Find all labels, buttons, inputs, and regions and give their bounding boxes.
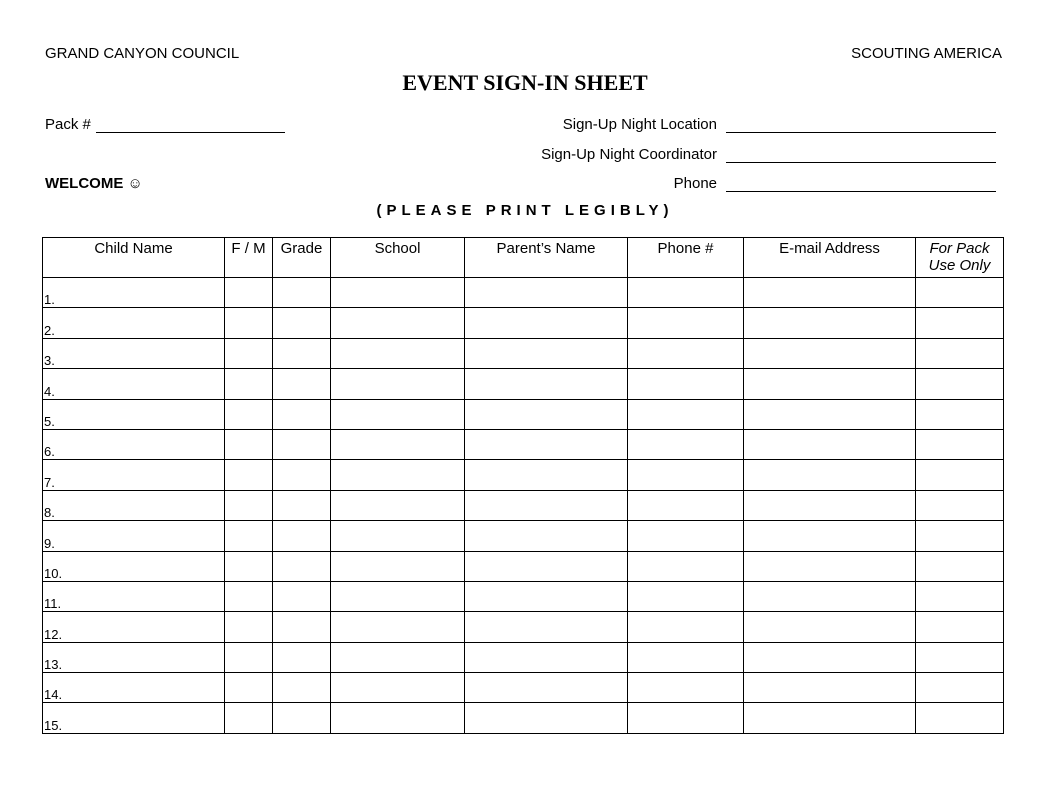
sign-in-table: [42, 237, 1004, 734]
table-row: [43, 521, 1004, 551]
entry-cell[interactable]: [331, 521, 465, 551]
entry-cell[interactable]: [273, 338, 331, 368]
entry-cell[interactable]: [331, 338, 465, 368]
table-row: [43, 460, 1004, 490]
entry-cell[interactable]: [628, 551, 744, 581]
entry-cell[interactable]: [628, 338, 744, 368]
entry-cell[interactable]: [628, 278, 744, 308]
council-name: GRAND CANYON COUNCIL: [45, 45, 240, 62]
entry-cell[interactable]: [628, 581, 744, 611]
entry-cell[interactable]: [465, 521, 628, 551]
entry-cell[interactable]: [273, 703, 331, 733]
entry-cell[interactable]: [331, 369, 465, 399]
entry-cell[interactable]: [465, 490, 628, 520]
row-number-cell[interactable]: 6.: [43, 429, 225, 459]
entry-cell[interactable]: [465, 703, 628, 733]
column-header: E-mail Address: [744, 238, 916, 278]
row-number-cell[interactable]: 5.: [43, 399, 225, 429]
entry-cell[interactable]: [273, 581, 331, 611]
entry-cell[interactable]: [628, 399, 744, 429]
entry-cell[interactable]: [916, 521, 1004, 551]
entry-cell[interactable]: [465, 308, 628, 338]
table-row: [43, 278, 1004, 308]
row-number-cell[interactable]: 10.: [43, 551, 225, 581]
column-header: F / M: [225, 238, 273, 278]
entry-cell[interactable]: [628, 490, 744, 520]
entry-cell[interactable]: [273, 460, 331, 490]
row-number-cell[interactable]: 11.: [43, 581, 225, 611]
entry-cell[interactable]: [916, 581, 1004, 611]
entry-cell[interactable]: [744, 399, 916, 429]
column-header: Parent’s Name: [465, 238, 628, 278]
entry-cell[interactable]: [225, 490, 273, 520]
table-row: [43, 673, 1004, 703]
entry-cell[interactable]: [916, 399, 1004, 429]
row-number-cell[interactable]: 2.: [43, 308, 225, 338]
column-header: Phone #: [628, 238, 744, 278]
entry-cell[interactable]: [465, 642, 628, 672]
entry-cell[interactable]: [273, 429, 331, 459]
entry-cell[interactable]: [916, 703, 1004, 733]
entry-cell[interactable]: [331, 308, 465, 338]
entry-cell[interactable]: [273, 673, 331, 703]
entry-cell[interactable]: [225, 369, 273, 399]
entry-cell[interactable]: [628, 612, 744, 642]
table-row: [43, 429, 1004, 459]
row-number-cell[interactable]: 8.: [43, 490, 225, 520]
entry-cell[interactable]: [225, 460, 273, 490]
entry-cell[interactable]: [744, 642, 916, 672]
entry-cell[interactable]: [744, 490, 916, 520]
entry-cell[interactable]: [273, 399, 331, 429]
entry-cell[interactable]: [916, 490, 1004, 520]
entry-cell[interactable]: [465, 338, 628, 368]
location-field[interactable]: [726, 132, 996, 133]
location-label: Sign-Up Night Location: [562, 116, 717, 133]
table-row: [43, 308, 1004, 338]
entry-cell[interactable]: [465, 429, 628, 459]
entry-cell[interactable]: [331, 429, 465, 459]
entry-cell[interactable]: [331, 460, 465, 490]
entry-cell[interactable]: [225, 673, 273, 703]
table-row: [43, 642, 1004, 672]
entry-cell[interactable]: [331, 581, 465, 611]
entry-cell[interactable]: [273, 642, 331, 672]
entry-cell[interactable]: [916, 642, 1004, 672]
entry-cell[interactable]: [744, 521, 916, 551]
column-header: Child Name: [43, 238, 225, 278]
entry-cell[interactable]: [331, 612, 465, 642]
entry-cell[interactable]: [744, 278, 916, 308]
entry-cell[interactable]: [225, 612, 273, 642]
entry-cell[interactable]: [744, 369, 916, 399]
entry-cell[interactable]: [331, 673, 465, 703]
table-row: [43, 490, 1004, 520]
entry-cell[interactable]: [331, 703, 465, 733]
entry-cell[interactable]: [331, 490, 465, 520]
entry-cell[interactable]: [273, 369, 331, 399]
entry-cell[interactable]: [273, 490, 331, 520]
entry-cell[interactable]: [628, 703, 744, 733]
table-row: [43, 551, 1004, 581]
entry-cell[interactable]: [628, 308, 744, 338]
row-number-cell[interactable]: 14.: [43, 673, 225, 703]
pack-field[interactable]: [96, 132, 285, 133]
row-number-cell[interactable]: 13.: [43, 642, 225, 672]
entry-cell[interactable]: [744, 338, 916, 368]
entry-cell[interactable]: [225, 521, 273, 551]
table-row: [43, 399, 1004, 429]
row-number-cell[interactable]: 12.: [43, 612, 225, 642]
entry-cell[interactable]: [744, 612, 916, 642]
entry-cell[interactable]: [331, 399, 465, 429]
entry-cell[interactable]: [916, 612, 1004, 642]
phone-label: Phone: [673, 175, 717, 192]
table-row: [43, 612, 1004, 642]
entry-cell[interactable]: [225, 581, 273, 611]
entry-cell[interactable]: [916, 308, 1004, 338]
phone-field[interactable]: [726, 191, 996, 192]
entry-cell[interactable]: [744, 308, 916, 338]
table-row: [43, 369, 1004, 399]
entry-cell[interactable]: [744, 703, 916, 733]
entry-cell[interactable]: [273, 551, 331, 581]
entry-cell[interactable]: [744, 673, 916, 703]
entry-cell[interactable]: [628, 521, 744, 551]
entry-cell[interactable]: [465, 399, 628, 429]
entry-cell[interactable]: [465, 369, 628, 399]
entry-cell[interactable]: [916, 429, 1004, 459]
entry-cell[interactable]: [628, 369, 744, 399]
column-header: For Pack Use Only: [916, 238, 1004, 278]
entry-cell[interactable]: [225, 429, 273, 459]
entry-cell[interactable]: [916, 551, 1004, 581]
entry-cell[interactable]: [744, 581, 916, 611]
entry-cell[interactable]: [225, 642, 273, 672]
entry-cell[interactable]: [628, 429, 744, 459]
entry-cell[interactable]: [225, 338, 273, 368]
entry-cell[interactable]: [628, 642, 744, 672]
entry-cell[interactable]: [465, 551, 628, 581]
entry-cell[interactable]: [331, 551, 465, 581]
row-number-cell[interactable]: 4.: [43, 369, 225, 399]
entry-cell[interactable]: [225, 703, 273, 733]
column-header: Grade: [273, 238, 331, 278]
entry-cell[interactable]: [916, 369, 1004, 399]
entry-cell[interactable]: [273, 612, 331, 642]
entry-cell[interactable]: [465, 581, 628, 611]
row-number-cell[interactable]: 15.: [43, 703, 225, 733]
pack-label: Pack #: [45, 116, 91, 133]
entry-cell[interactable]: [225, 278, 273, 308]
entry-cell[interactable]: [916, 673, 1004, 703]
entry-cell[interactable]: [465, 278, 628, 308]
print-instruction: (PLEASE PRINT LEGIBLY): [376, 202, 674, 219]
entry-cell[interactable]: [628, 460, 744, 490]
entry-cell[interactable]: [273, 278, 331, 308]
entry-cell[interactable]: [916, 460, 1004, 490]
entry-cell[interactable]: [465, 673, 628, 703]
entry-cell[interactable]: [225, 551, 273, 581]
row-number-cell[interactable]: 1.: [43, 278, 225, 308]
table-row: [43, 703, 1004, 733]
table-row: [43, 581, 1004, 611]
entry-cell[interactable]: [744, 429, 916, 459]
entry-cell[interactable]: [916, 338, 1004, 368]
entry-cell[interactable]: [331, 642, 465, 672]
row-number-cell[interactable]: 9.: [43, 521, 225, 551]
entry-cell[interactable]: [225, 399, 273, 429]
column-header: School: [331, 238, 465, 278]
coordinator-field[interactable]: [726, 162, 996, 163]
entry-cell[interactable]: [744, 551, 916, 581]
entry-cell[interactable]: [331, 278, 465, 308]
coordinator-label: Sign-Up Night Coordinator: [541, 146, 717, 163]
entry-cell[interactable]: [628, 673, 744, 703]
entry-cell[interactable]: [465, 460, 628, 490]
entry-cell[interactable]: [744, 460, 916, 490]
entry-cell[interactable]: [273, 308, 331, 338]
entry-cell[interactable]: [225, 308, 273, 338]
row-number-cell[interactable]: 7.: [43, 460, 225, 490]
welcome-text: WELCOME ☺: [45, 175, 143, 192]
page-title: EVENT SIGN-IN SHEET: [402, 70, 648, 95]
organization-name: SCOUTING AMERICA: [851, 45, 1002, 62]
row-number-cell[interactable]: 3.: [43, 338, 225, 368]
table-row: [43, 338, 1004, 368]
entry-cell[interactable]: [916, 278, 1004, 308]
entry-cell[interactable]: [273, 521, 331, 551]
entry-cell[interactable]: [465, 612, 628, 642]
